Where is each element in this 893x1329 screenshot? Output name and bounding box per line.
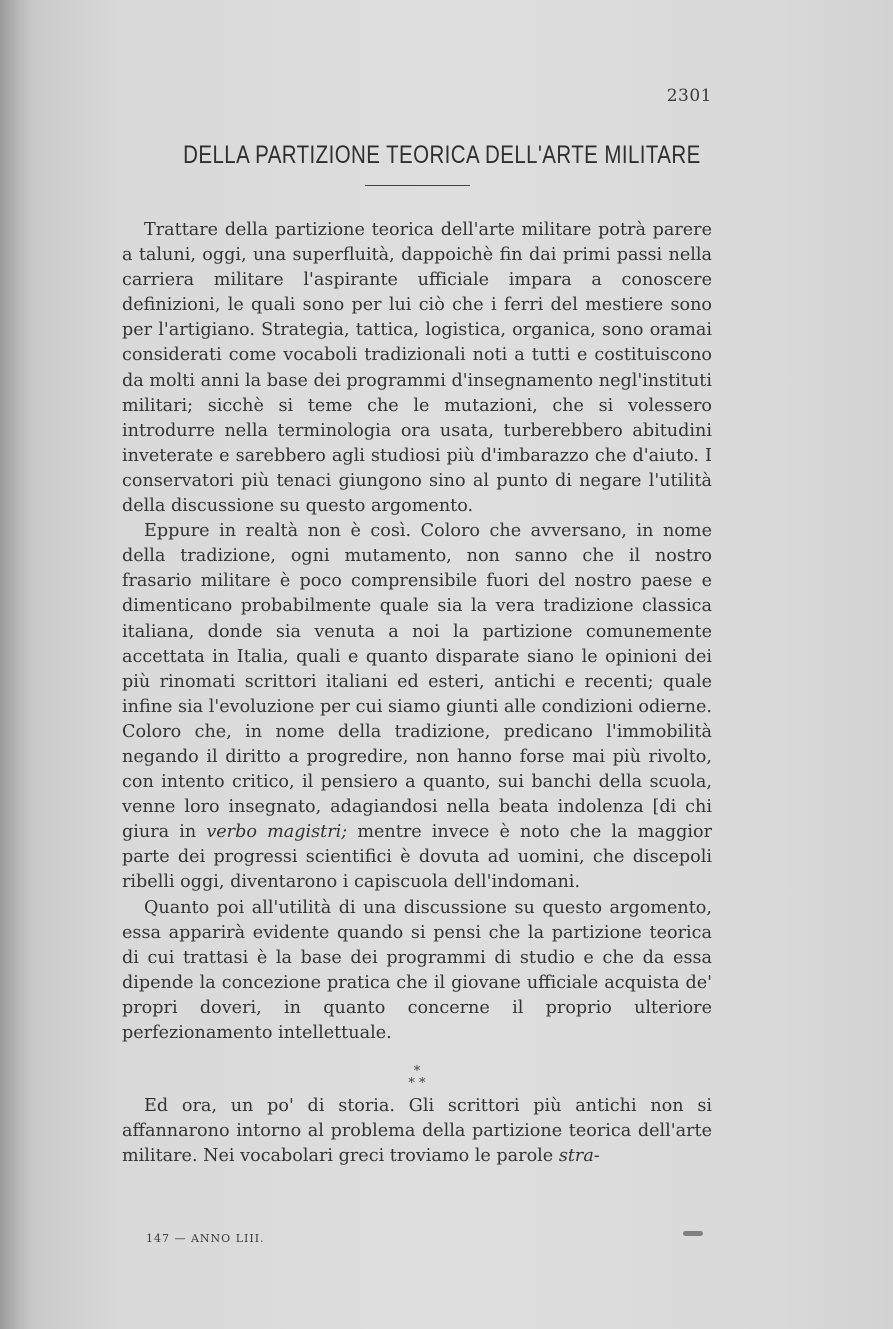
ink-smudge xyxy=(683,1231,703,1236)
page-number: 2301 xyxy=(666,86,712,106)
greek-term-start: stra- xyxy=(558,1146,600,1167)
article-title: DELLA PARTIZIONE TEORICA DELL'ARTE MILITARE xyxy=(183,141,701,169)
separator-stars-bottom: * * xyxy=(408,1076,426,1092)
latin-phrase: verbo magistri; xyxy=(206,822,348,843)
printer-signature: 147 — ANNO LIII. xyxy=(146,1232,265,1245)
paragraph-2-text-b: mentre invece è noto che la maggior parte dei progressi scientifici è dovuta ad uomini, che discepoli ribelli oggi, diventarono i capiscuola dell'indomani. xyxy=(122,822,712,893)
paragraph-1: Trattare della partizione teorica dell'arte militare potrà parere a taluni, oggi, una superfluità, dappoichè fin dai primi passi nella carriera militare l'aspirante ufficiale impara a conoscere definizioni, le quali sono per lui ciò che i ferri del mestiere sono per l'artigiano. Strategia, tattica, logistica, organica, sono oramai considerati come vocaboli tradizionali noti a tutti e costituiscono da molti anni la base dei programmi d'insegnamento negl'instituti militari; sicchè si teme che le mutazioni, che si volessero introdurre nella terminologia ora usata, turberebbero abitudini inveterate e sarebbero agli studiosi più d'imbarazzo che d'aiuto. I conservatori più tenaci giungono sino al punto di negare l'utilità della discussione su questo argomento. xyxy=(122,220,712,517)
section-separator xyxy=(122,1066,712,1090)
paragraph-2 xyxy=(122,519,712,895)
title-rule xyxy=(365,185,470,186)
article-body xyxy=(122,218,712,1169)
paragraph-4 xyxy=(122,1094,712,1169)
separator-star-top: * xyxy=(413,1064,421,1080)
paragraph-3: Quanto poi all'utilità di una discussione su questo argomento, essa apparirà evidente quando si pensi che la partizione teorica di cui trattasi è la base dei programmi di studio e che da essa dipende la concezione pratica che il giovane ufficiale acquista de' propri doveri, in quanto concerne il proprio ulteriore perfezionamento intellettuale. xyxy=(122,897,712,1043)
binding-shadow xyxy=(0,0,34,1329)
paragraph-2-text-a: Eppure in realtà non è così. Coloro che avversano, in nome della tradizione, ogni mutamento, non sanno che il nostro frasario militare è poco comprensibile fuori del nostro paese e dimenticano probabilmente quale sia la vera tradizione classica italiana, donde sia venuta a noi la partizione comunemente accettata in Italia, quali e quanto disparate siano le opinioni dei più rinomati scrittori italiani ed esteri, antichi e recenti; quale infine sia l'evoluzione per cui siamo giunti alle condizioni odierne. Coloro che, in nome della tradizione, predicano l'immobilità negando il diritto a progredire, non hanno forse mai più rivolto, con intento critico, il pensiero a quanto, sui banchi della scuola, venne loro insegnato, adagiandosi nella beata indolenza [di chi giura in xyxy=(122,521,712,843)
paragraph-4-text: Ed ora, un po' di storia. Gli scrittori più antichi non si affannarono intorno al problema della partizione teorica dell'arte militare. Nei vocabolari greci troviamo le parole xyxy=(122,1096,712,1167)
